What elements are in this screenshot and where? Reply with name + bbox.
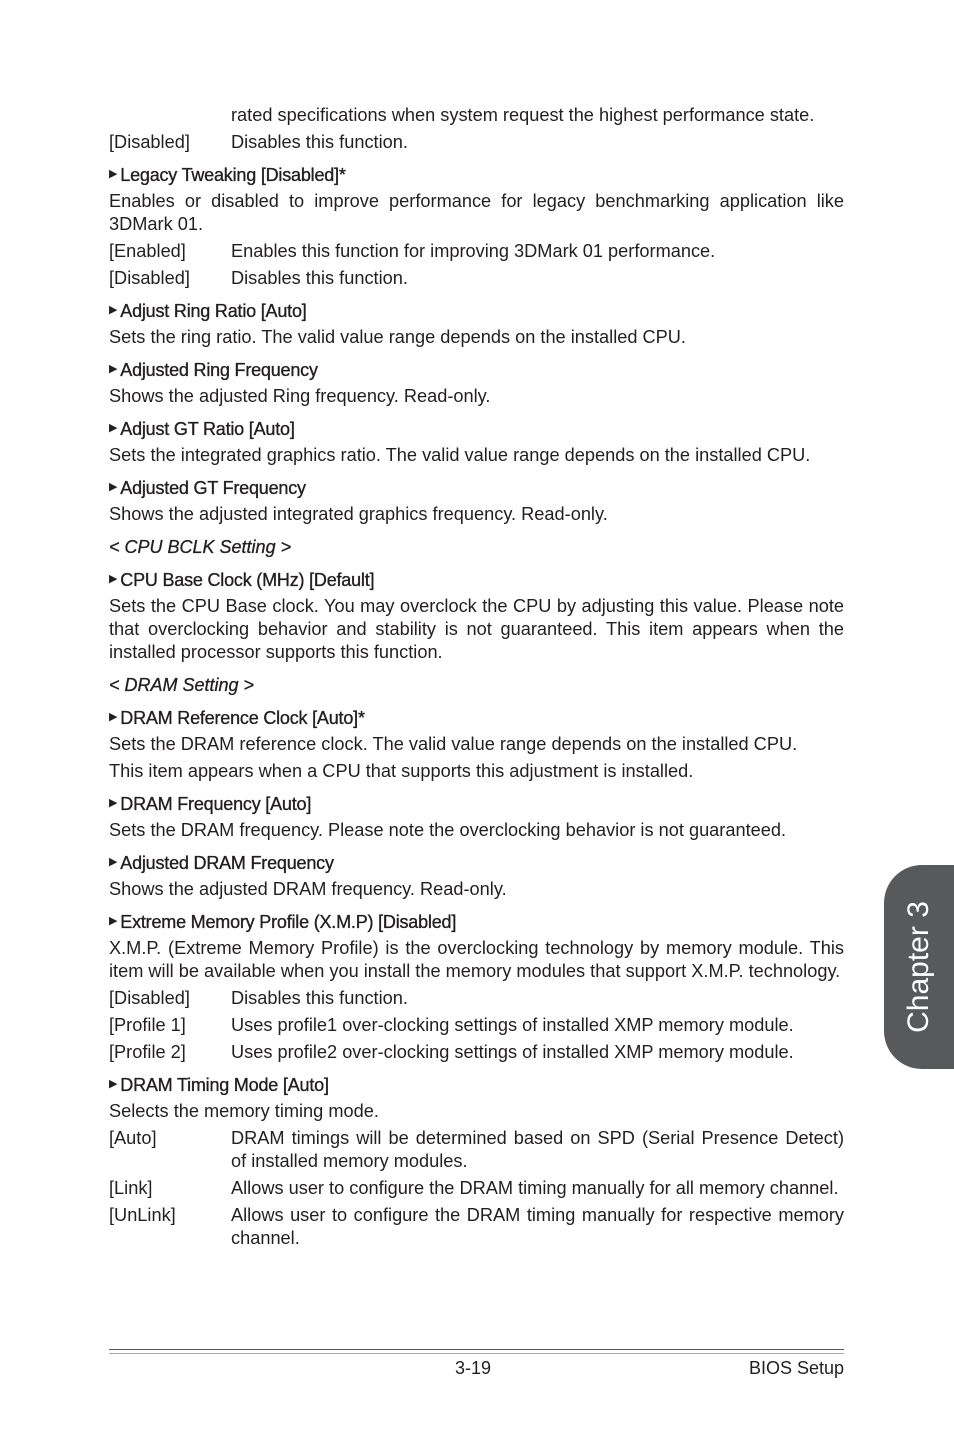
item-heading-dram-timing-mode (109, 1074, 844, 1097)
option-key: [Profile 2] (109, 1042, 186, 1062)
item-heading-gt-ratio (109, 418, 844, 441)
item-description: Sets the DRAM reference clock. The valid value range depends on the installed CPU. (109, 734, 798, 754)
triangle-bullet-icon: ▶ (109, 711, 118, 723)
item-description: Sets the integrated graphics ratio. The valid value range depends on the installed CPU. (109, 445, 811, 465)
option-row (109, 1204, 844, 1250)
item-heading-ring-ratio (109, 300, 844, 323)
option-row (109, 1014, 844, 1037)
item-title: Legacy Tweaking [Disabled]* (120, 165, 346, 185)
item-description: Shows the adjusted integrated graphics frequency. Read-only. (109, 504, 608, 524)
item-description: Shows the adjusted DRAM frequency. Read-only. (109, 879, 507, 899)
option-key: [Profile 1] (109, 1015, 186, 1035)
option-key: [Auto] (109, 1128, 157, 1148)
triangle-bullet-icon: ▶ (109, 422, 118, 434)
option-row (109, 1177, 844, 1200)
item-title: Adjusted DRAM Frequency (120, 853, 334, 873)
item-description: Sets the DRAM frequency. Please note the overclocking behavior is not guaranteed. (109, 820, 787, 840)
option-key: [Enabled] (109, 241, 186, 261)
item-title: Adjust Ring Ratio [Auto] (120, 301, 307, 321)
item-title: Extreme Memory Profile (X.M.P) [Disabled] (120, 912, 457, 932)
triangle-bullet-icon: ▶ (109, 856, 118, 868)
item-title: CPU Base Clock (MHz) [Default] (120, 570, 375, 590)
chapter-tab-label: Chapter 3 (902, 901, 935, 1033)
page-content (109, 104, 844, 1254)
triangle-bullet-icon: ▶ (109, 363, 118, 375)
item-heading-ring-frequency (109, 359, 844, 382)
triangle-bullet-icon: ▶ (109, 573, 118, 585)
item-title: Adjusted Ring Frequency (120, 360, 318, 380)
option-key: [UnLink] (109, 1205, 176, 1225)
option-row (109, 240, 844, 263)
item-description: Shows the adjusted Ring frequency. Read-only. (109, 386, 491, 406)
item-title: DRAM Frequency [Auto] (120, 794, 312, 814)
section-heading-bclk: < CPU BCLK Setting > (109, 537, 292, 557)
item-heading-dram-frequency (109, 793, 844, 816)
option-desc: Disables this function. (231, 132, 408, 152)
item-description: This item appears when a CPU that supports this adjustment is installed. (109, 761, 694, 781)
triangle-bullet-icon: ▶ (109, 1078, 118, 1090)
option-desc: Allows user to configure the DRAM timing manually for respective memory channel. (231, 1205, 844, 1248)
option-desc: Enables this function for improving 3DMark 01 performance. (231, 241, 716, 261)
item-description: X.M.P. (Extreme Memory Profile) is the overclocking technology by memory module. This item will be available when you install the memory modules that support X.M.P. technology. (109, 938, 844, 981)
item-heading-base-clock (109, 569, 844, 592)
option-row (109, 1127, 844, 1173)
option-desc: Uses profile2 over-clocking settings of installed XMP memory module. (231, 1042, 794, 1062)
option-desc: Disables this function. (231, 268, 408, 288)
triangle-bullet-icon: ▶ (109, 797, 118, 809)
item-description: Selects the memory timing mode. (109, 1101, 379, 1121)
footer-divider-thin (109, 1353, 844, 1354)
item-description: Enables or disabled to improve performance for legacy benchmarking application like 3DMark 01. (109, 191, 844, 234)
item-heading-gt-frequency (109, 477, 844, 500)
option-key: [Disabled] (109, 268, 190, 288)
option-desc: Allows user to configure the DRAM timing manually for all memory channel. (231, 1178, 839, 1198)
item-heading-xmp (109, 911, 844, 934)
item-description: Sets the ring ratio. The valid value range depends on the installed CPU. (109, 327, 686, 347)
footer-divider (109, 1349, 844, 1350)
section-heading-dram: < DRAM Setting > (109, 675, 255, 695)
triangle-bullet-icon: ▶ (109, 168, 118, 180)
option-row (109, 131, 844, 154)
option-key: [Link] (109, 1178, 153, 1198)
triangle-bullet-icon: ▶ (109, 304, 118, 316)
page-number: 3-19 (455, 1358, 492, 1378)
item-title: Adjust GT Ratio [Auto] (120, 419, 295, 439)
triangle-bullet-icon: ▶ (109, 481, 118, 493)
continued-text: rated specifications when system request the highest performance state. (231, 105, 815, 125)
option-desc: DRAM timings will be determined based on SPD (Serial Presence Detect) of installed memory modules. (231, 1128, 844, 1171)
item-heading-adjusted-dram-frequency (109, 852, 844, 875)
option-desc: Disables this function. (231, 988, 408, 1008)
option-row (109, 267, 844, 290)
item-title: DRAM Reference Clock [Auto]* (120, 708, 365, 728)
item-heading-dram-reference-clock (109, 707, 844, 730)
footer-title: BIOS Setup (748, 1358, 844, 1378)
item-description: Sets the CPU Base clock. You may overclock the CPU by adjusting this value. Please note that overclocking behavior and stability is not guaranteed. This item appears when the installed processor supports this function. (109, 596, 844, 662)
item-heading-legacy-tweaking (109, 164, 844, 187)
option-row (109, 1041, 844, 1064)
option-key: [Disabled] (109, 132, 190, 152)
option-key: [Disabled] (109, 988, 190, 1008)
item-title: Adjusted GT Frequency (120, 478, 306, 498)
option-desc: Uses profile1 over-clocking settings of installed XMP memory module. (231, 1015, 794, 1035)
item-title: DRAM Timing Mode [Auto] (120, 1075, 329, 1095)
option-row (109, 987, 844, 1010)
triangle-bullet-icon: ▶ (109, 915, 118, 927)
